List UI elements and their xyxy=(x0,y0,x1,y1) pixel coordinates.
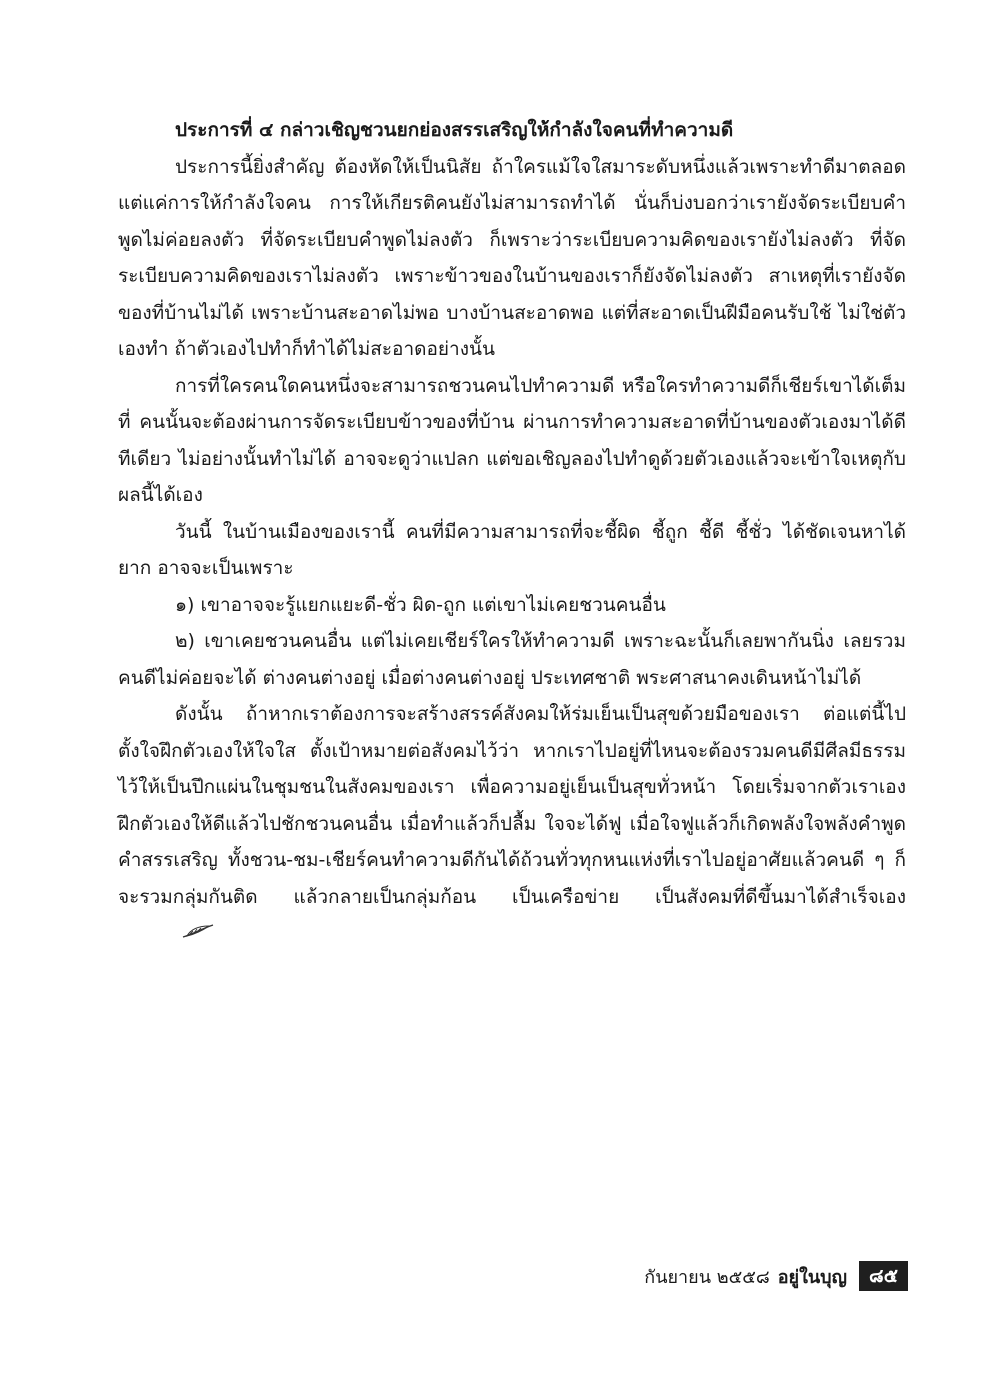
paragraph-2: การที่ใครคนใดคนหนึ่งจะสามารถชวนคนไปทำความดี หรือใครทำความดีก็เชียร์เขาได้เต็มที่ คนนั้นจะต้องผ่านการจัดระเบียบข้าวของที่บ้าน ผ่านการทำความสะอาดที่บ้านของตัวเองมาได้ดีทีเดียว ไม่อย่างนั้นทำไม่ได้ อาจจะดูว่าแปลก แต่ขอเชิญลองไปทำดูด้วยตัวเองแล้วจะเข้าใจเหตุกับผลนี้ได้เอง xyxy=(118,374,906,506)
page-number: ๘๕ xyxy=(859,1261,908,1291)
list-item-2: ๒) เขาเคยชวนคนอื่น แต่ไม่เคยเชียร์ใครให้ทำความดี เพราะฉะนั้นก็เลยพากันนิ่ง เลยรวมคนดีไม่ค่อยจะได้ ต่างคนต่างอยู่ เมื่อต่างคนต่างอยู่ ประเทศชาติ พระศาสนาคงเดินหน้าไม่ได้ xyxy=(118,630,906,689)
leaf-end-mark-icon xyxy=(124,915,215,952)
closing-text: ดังนั้น ถ้าหากเราต้องการจะสร้างสรรค์สังคมให้ร่มเย็นเป็นสุขด้วยมือของเรา ต่อแต่นี้ไปตั้งใจฝึกตัวเองให้ใจใส ตั้งเป้าหมายต่อสังคมไว้ว่า หากเราไปอยู่ที่ไหนจะต้องรวมคนดีมีศีลมีธรรมไว้ให้เป็นปึกแผ่นในชุมชนในสังคมของเรา เพื่อความอยู่เย็นเป็นสุขทั่วหน้า โดยเริ่มจากตัวเราเองฝึกตัวเองให้ดีแล้วไปชักชวนคนอื่น เมื่อทำแล้วก็ปลื้ม ใจจะได้ฟู เมื่อใจฟูแล้วก็เกิดพลังใจพลังคำพูด คำสรรเสริญ ทั้งชวน-ชม-เชียร์คนทำความดีกันได้ถ้วนทั่วทุกหนแห่งที่เราไปอยู่อาศัยแล้วคนดี ๆ ก็จะรวมกลุ่มกันติด แล้วกลายเป็นกลุ่มก้อน เป็นเครือข่าย เป็นสังคมที่ดีขึ้นมาได้สำเร็จเอง xyxy=(118,703,906,908)
article-body xyxy=(118,112,906,952)
paragraph-1: ประการนี้ยิ่งสำคัญ ต้องหัดให้เป็นนิสัย ถ้าใครแม้ใจใสมาระดับหนึ่งแล้วเพราะทำดีมาตลอด แต่แค่การให้กำลังใจคน การให้เกียรติคนยังไม่สามารถทำได้ นั่นก็บ่งบอกว่าเรายังจัดระเบียบคำพูดไม่ค่อยลงตัว ที่จัดระเบียบคำพูดไม่ลงตัว ก็เพราะว่าระเบียบความคิดของเรายังไม่ลงตัว ที่จัดระเบียบความคิดของเราไม่ลงตัว เพราะข้าวของในบ้านของเราก็ยังจัดไม่ลงตัว สาเหตุที่เรายังจัดของที่บ้านไม่ได้ เพราะบ้านสะอาดไม่พอ บางบ้านสะอาดพอ แต่ที่สะอาดเป็นฝีมือคนรับใช้ ไม่ใช่ตัวเองทำ ถ้าตัวเองไปทำก็ทำได้ไม่สะอาดอย่างนั้น xyxy=(118,155,906,360)
issue-date: กันยายน ๒๕๕๘ xyxy=(644,1266,770,1288)
paragraph-3: วันนี้ ในบ้านเมืองของเรานี้ คนที่มีความสามารถที่จะชี้ผิด ชี้ถูก ชี้ดี ชี้ชั่ว ได้ชัดเจนหาได้ยาก อาจจะเป็นเพราะ xyxy=(118,520,906,579)
closing-paragraph xyxy=(118,696,906,952)
section-heading: ประการที่ ๔ กล่าวเชิญชวนยกย่องสรรเสริญให้กำลังใจคนที่ทำความดี xyxy=(175,119,734,141)
list-item-1: ๑) เขาอาจจะรู้แยกแยะดี-ชั่ว ผิด-ถูก แต่เขาไม่เคยชวนคนอื่น xyxy=(175,593,666,616)
page-footer xyxy=(644,1260,908,1292)
magazine-title: อยู่ในบุญ xyxy=(777,1266,847,1288)
